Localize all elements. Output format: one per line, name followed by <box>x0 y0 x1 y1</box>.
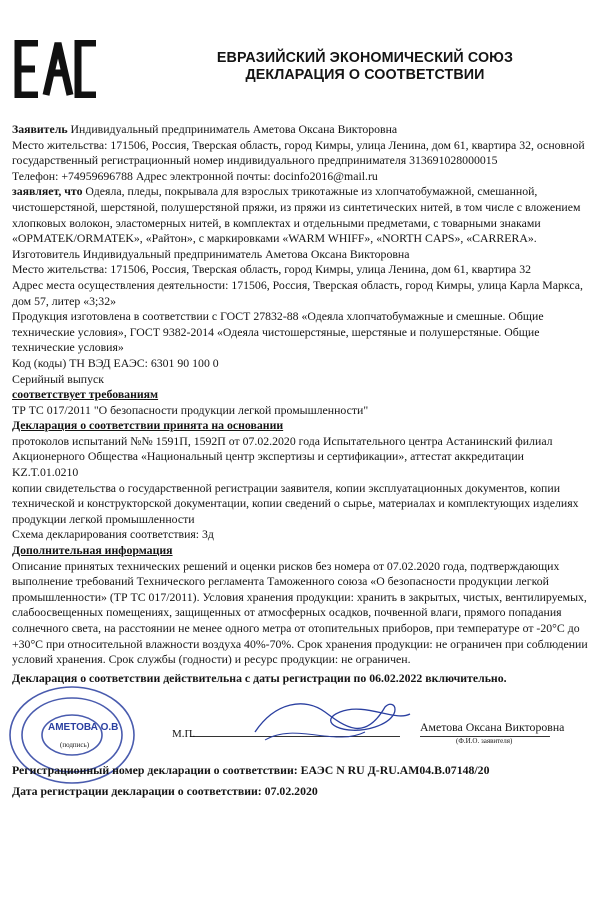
declares <box>12 184 592 246</box>
applicant <box>12 122 592 138</box>
signature-caption: (подпись) <box>60 741 90 749</box>
applicant-name: Индивидуальный предприниматель Аметова Оксана Викторовна <box>67 122 398 136</box>
document-header <box>130 50 600 84</box>
fio-caption: (Ф.И.О. заявителя) <box>456 737 513 745</box>
declares-text: Одеяла, пледы, покрывала для взрослых трикотажные из хлопчатобумажной, смешанной, чистошерстяной, шерстяной, полушерстяной пряжи, из пряжи из синтетических нитей, в том числе с вложением хлопковых волокон, эластомерных нитей, в комплектах и отдельными предметами, с товарными знаками «OPMATEK/ORMATEK», «Райтон», с маркировками «WARM WHIFF», «NORTH CAPS», «CARRERA». <box>12 184 581 246</box>
basis-text: протоколов испытаний №№ 1591П, 1592П от 07.02.2020 года Испытательного центра Астанинский филиал Акционерного Общества «Национальный центр экспертизы и сертификации», аттестат аккредитации KZ.T.01.0210 <box>12 433 553 480</box>
complies-label: соответствует требованиям <box>12 387 159 402</box>
standards: Продукция изготовлена в соответствии с ГОСТ 27832-88 «Одеяла хлопчатобумажные и смешные. Общие технические условия», ГОСТ 9382-2014 «Одеяла чистошерстяные, шерстяные и полушерстяные. Общие технические условия» <box>12 309 544 355</box>
eac-logo <box>14 40 98 98</box>
registration-date: Дата регистрации декларации о соответствии: 07.02.2020 <box>12 784 318 798</box>
applicant-fio: Аметова Оксана Викторовна <box>420 720 565 734</box>
stamp-text: АМЕТОВА О.В <box>48 722 119 733</box>
batch: Серийный выпуск <box>12 371 104 386</box>
applicant-contacts: Телефон: +74959696788 Адрес электронной почты: docinfo2016@mail.ru <box>12 168 378 183</box>
regulation: ТР ТС 017/2011 "О безопасности продукции легкой промышленности" <box>12 402 369 417</box>
registration-number: Регистрационный номер декларации о соответствии: ЕАЭС N RU Д-RU.АМ04.В.07148/20 <box>12 763 490 777</box>
hs-code: Код (коды) ТН ВЭД ЕАЭС: 6301 90 100 0 <box>12 355 219 370</box>
additional-text: Описание принятых технических решений и оценки рисков без номера от 07.02.2020 года, подтверждающих выполнение требований Технического регламента Таможенного союза «О безопасности продукции легкой промышленности» (ТР ТС 017/2011). Условия хранения продукции: хранить в закрытых, чистых, вентилируемых, слабоосвещенных помещениях, защищенных от атмосферных осадков, почвенной влаги, прямого попадания солнечного света, на расстоянии не менее одного метра от отопительных приборов, при температуре от -20°С до +30°С при относительной влажности воздуха 40%-70%. Срок хранения продукции: не ограничен при соблюдении условий хранения. Срок службы (годности) и ресурс продукции: не ограничен. <box>12 558 588 667</box>
applicant-label: Заявитель <box>12 122 68 136</box>
union-title: ЕВРАЗИЙСКИЙ ЭКОНОМИЧЕСКИЙ СОЮЗ <box>216 50 514 66</box>
validity: Декларация о соответствии действительна с даты регистрации по 06.02.2022 включительно. <box>12 670 507 685</box>
applicant-address: Место жительства: 171506, Россия, Тверская область, город Кимры, улица Ленина, дом 61, квартира 32, основной государственный регистрационный номер индивидуального предпринимателя 313691028000015 <box>12 137 585 168</box>
manufacturer-address: Место жительства: 171506, Россия, Тверская область, город Кимры, улица Ленина, дом 61, квартира 32 <box>12 262 532 277</box>
declaration-body <box>12 122 592 686</box>
declares-label: заявляет, что <box>12 184 83 199</box>
scheme: Схема декларирования соответствия: 3д <box>12 527 214 542</box>
manufacturer: Изготовитель Индивидуальный предприниматель Аметова Оксана Викторовна <box>12 246 410 261</box>
registration-block <box>12 760 592 802</box>
additional-label: Дополнительная информация <box>12 543 173 558</box>
signature <box>245 692 415 752</box>
declaration-title: ДЕКЛАРАЦИЯ О СООТВЕТСТВИИ <box>245 67 485 83</box>
basis-label: Декларация о соответствии принята на основании <box>12 418 284 433</box>
mp-label: М.П. <box>172 728 196 740</box>
basis-text-2: копии свидетельства о государственной регистрации заявителя, копии эксплуатационных документов, копии технической и конструкторской документации, копии сведений о сырье, материалах и комплектующих изделиях продукции легкой промышленности <box>12 480 579 526</box>
manufacturer-activity-address: Адрес места осуществления деятельности: 171506, Россия, Тверская область, город Кимры, улица Карла Маркса, дом 57, литер «3;32» <box>12 277 583 308</box>
